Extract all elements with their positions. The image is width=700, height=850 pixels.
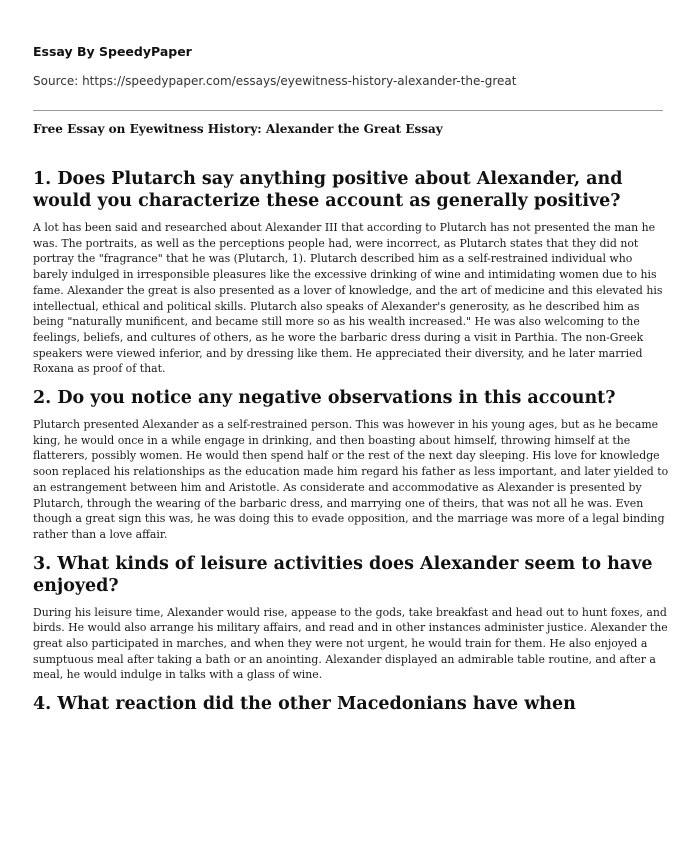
essay-section-3: [33, 553, 669, 684]
brand-label: Essay By SpeedyPaper: [33, 44, 192, 59]
essay-section-1: [33, 168, 669, 377]
section-heading: 1. Does Plutarch say anything positive about Alexander, and would you characterize these account as generally positive?: [33, 169, 623, 211]
source-url: Source: https://speedypaper.com/essays/eyewitness-history-alexander-the-great: [33, 74, 517, 88]
essay-title: Free Essay on Eyewitness History: Alexander the Great Essay: [33, 122, 443, 136]
section-paragraph: Plutarch presented Alexander as a self-restrained person. This was however in his young ages, but as he became king, he would once in a while engage in drinking, and then boasting about himself, throwing himself at the flatterers, possibly women. He would then spend half or the rest of the next day sleeping. His love for knowledge soon replaced his relationships as the education made him regard his father as less important, and later yielded to an estrangement between him and Aristotle. As considerate and accommodative as Alexander is presented by Plutarch, through the wearing of the barbaric dress, and marrying one of theirs, that was not all he was. Even though a great sign this was, he was doing this to evade opposition, and the marriage was more of a legal binding rather than a love affair.: [33, 418, 669, 541]
essay-section-4: [33, 693, 669, 715]
section-heading: 4. What reaction did the other Macedonians have when: [33, 694, 576, 715]
header-divider: [33, 110, 663, 111]
section-heading: 3. What kinds of leisure activities does Alexander seem to have enjoyed?: [33, 553, 653, 596]
essay-section-2: [33, 387, 669, 543]
essay-body: [33, 168, 669, 723]
section-paragraph: During his leisure time, Alexander would rise, appease to the gods, take breakfast and head out to hunt foxes, and birds. He would also arrange his military affairs, and read and in other instances administer justice. Alexander the great also participated in marches, and when they were not urgent, he would train for them. He also enjoyed a sumptuous meal after taking a bath or an anointing. Alexander displayed an admirable table routine, and after a meal, he would indulge in talks with a glass of wine.: [33, 605, 668, 682]
section-paragraph: A lot has been said and researched about Alexander III that according to Plutarch has not presented the man he was. The portraits, as well as the perceptions people had, were incorrect, as Plutarch states that they did not portray the "fragrance" that he was (Plutarch, 1). Plutarch described him as a self-restrained individual who barely indulged in irresponsible pleasures like the excessive drinking of wine and intimidating women due to his fame. Alexander the great is also presented as a lover of knowledge, and the art of medicine and this elevated his intellectual, ethical and political skills. Plutarch also speaks of Alexander's generosity, as he described him as being "naturally munificent, and became still more so as his wealth increased." He was also welcoming to the feelings, beliefs, and cultures of others, as he wore the barbaric dress during a visit in Parthia. The non-Greek speakers were viewed inferior, and by dressing like them. He appreciated their diversity, and he later married Roxana as proof of that.: [33, 221, 663, 376]
section-heading: 2. Do you notice any negative observations in this account?: [33, 388, 616, 409]
